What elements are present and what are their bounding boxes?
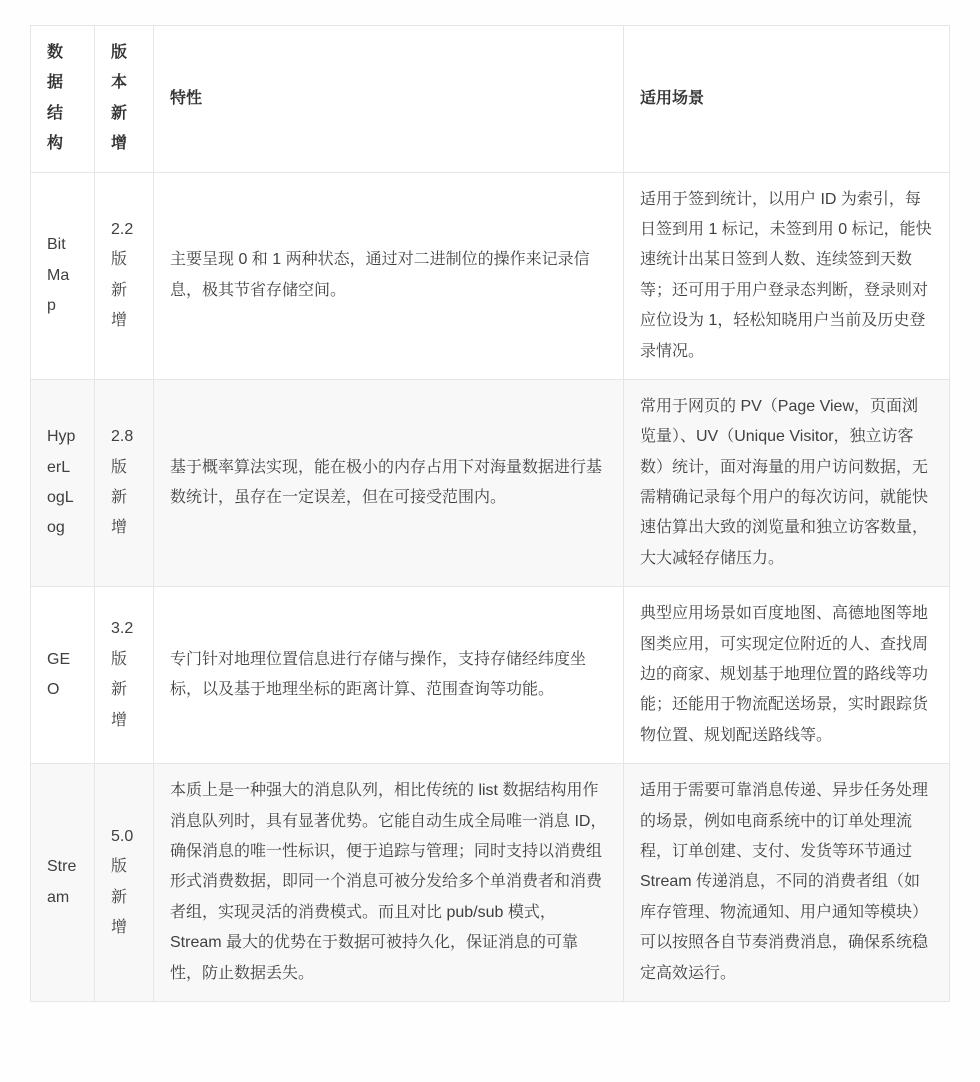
cell-scenario: 典型应用场景如百度地图、高德地图等地图类应用，可实现定位附近的人、查找周边的商家、规划基于地理位置的路线等功能；还能用于物流配送场景，实时跟踪货物位置、规划配送路线等。 [624, 587, 950, 764]
header-cell-scenario: 适用场景 [624, 26, 950, 173]
cell-scenario: 适用于签到统计，以用户 ID 为索引，每日签到用 1 标记，未签到用 0 标记，能快速统计出某日签到人数、连续签到天数等；还可用于用户登录态判断，登录则对应位设为 1，轻松知晓用户当前及历史登录情况。 [624, 172, 950, 379]
header-cell-structure: 数据结构 [31, 26, 95, 173]
table-row-bitmap [31, 172, 950, 379]
cell-structure: Stream [31, 764, 95, 1002]
cell-structure: BitMap [31, 172, 95, 379]
table-row-hyperloglog [31, 379, 950, 586]
cell-feature: 专门针对地理位置信息进行存储与操作，支持存储经纬度坐标，以及基于地理坐标的距离计算、范围查询等功能。 [154, 587, 624, 764]
cell-structure: HyperLogLog [31, 379, 95, 586]
cell-feature: 基于概率算法实现，能在极小的内存占用下对海量数据进行基数统计，虽存在一定误差，但在可接受范围内。 [154, 379, 624, 586]
cell-version: 5.0版新增 [95, 764, 154, 1002]
cell-version: 3.2版新增 [95, 587, 154, 764]
cell-scenario: 常用于网页的 PV（Page View，页面浏览量）、UV（Unique Visitor，独立访客数）统计，面对海量的用户访问数据，无需精确记录每个用户的每次访问，就能快速估算出大致的浏览量和独立访客数量，大大减轻存储压力。 [624, 379, 950, 586]
cell-feature: 主要呈现 0 和 1 两种状态，通过对二进制位的操作来记录信息，极其节省存储空间。 [154, 172, 624, 379]
table-row-stream [31, 764, 950, 1002]
cell-feature: 本质上是一种强大的消息队列，相比传统的 list 数据结构用作消息队列时，具有显著优势。它能自动生成全局唯一消息 ID，确保消息的唯一性标识，便于追踪与管理；同时支持以消费组形式消费数据，即同一个消息可被分发给多个单消费者和消费者组，实现灵活的消费模式。而且对比 pub/sub 模式，Stream 最大的优势在于数据可被持久化，保证消息的可靠性，防止数据丢失。 [154, 764, 624, 1002]
table-row-geo [31, 587, 950, 764]
header-cell-feature: 特性 [154, 26, 624, 173]
table-header-row [31, 26, 950, 173]
redis-data-structures-table [30, 25, 950, 1002]
cell-structure: GEO [31, 587, 95, 764]
cell-scenario: 适用于需要可靠消息传递、异步任务处理的场景，例如电商系统中的订单处理流程，订单创建、支付、发货等环节通过 Stream 传递消息，不同的消费者组（如库存管理、物流通知、用户通知等模块）可以按照各自节奏消费消息，确保系统稳定高效运行。 [624, 764, 950, 1002]
cell-version: 2.2版新增 [95, 172, 154, 379]
cell-version: 2.8版新增 [95, 379, 154, 586]
header-cell-version: 版本新增 [95, 26, 154, 173]
